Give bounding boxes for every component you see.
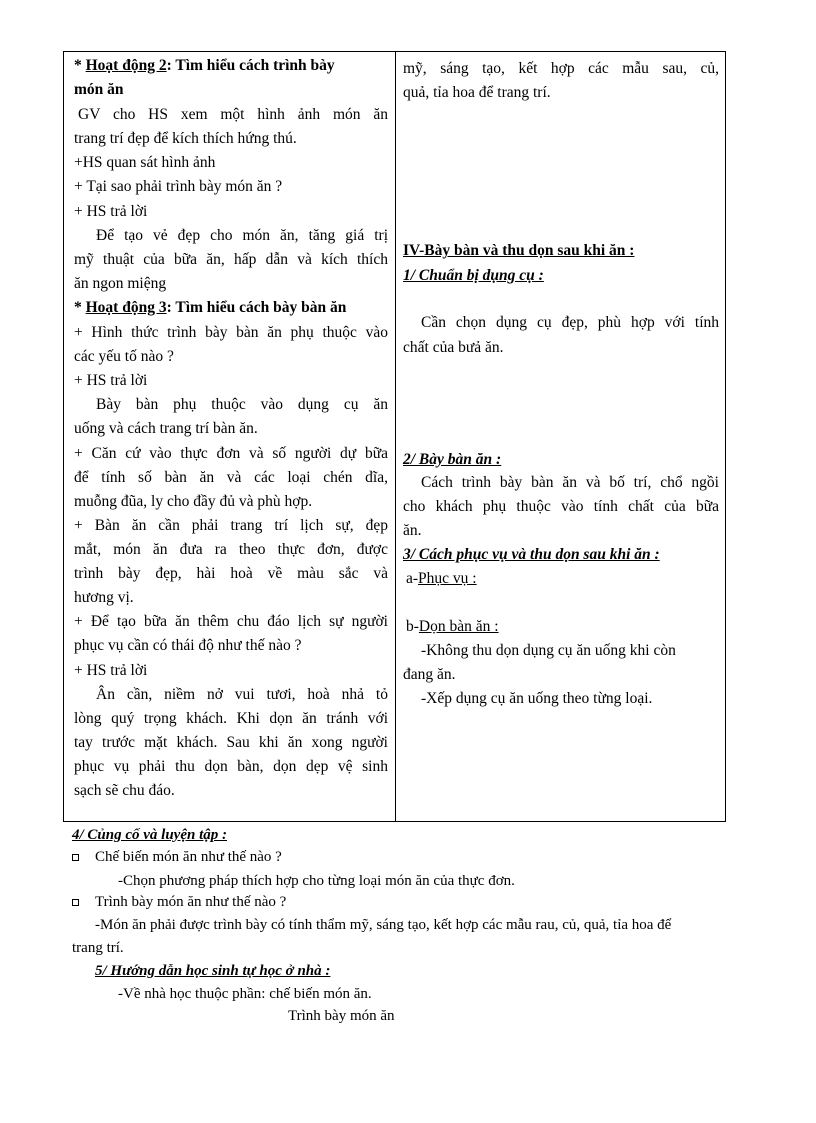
text-line: chất của bưả ăn.: [403, 339, 504, 356]
text-line: uống và cách trang trí bàn ăn.: [74, 420, 258, 437]
square-bullet-icon: [72, 899, 79, 906]
part-b-heading: [406, 615, 499, 639]
text-line: + HS trả lời: [74, 372, 148, 389]
text-line: mắt, món ăn đưa ra theo thực đơn, được: [74, 541, 388, 558]
text-line: + Tại sao phải trình bày món ăn ?: [74, 178, 283, 195]
text-line: -Không thu dọn dụng cụ ăn uống khi còn: [421, 642, 676, 659]
part-b-label: Dọn bàn ăn :: [418, 618, 499, 635]
text-line: để tính số bàn ăn và các loại chén dĩa,: [74, 469, 388, 486]
text-line: +HS quan sát hình ảnh: [74, 154, 216, 171]
text-line: phục vụ cần có thái độ như thế nào ?: [74, 637, 302, 654]
text-line: Để tạo vẻ đẹp cho món ăn, tăng giá trị: [96, 227, 388, 244]
activity-2-heading: [74, 54, 335, 78]
text-line: quả, tỉa hoa để trang trí.: [403, 84, 551, 101]
text-line: phục vụ phải thu dọn bàn, dọn dẹp vệ sinh: [74, 758, 388, 775]
text-line: Bày bàn phụ thuộc vào dụng cụ ăn: [96, 396, 388, 413]
part-a-heading: [406, 567, 477, 591]
text-line: + Căn cứ vào thực đơn và số người dự bữa: [74, 445, 388, 462]
homework-line-1: -Về nhà học thuộc phần: chế biến món ăn.: [118, 986, 372, 1002]
text-line: + Bàn ăn cần phải trang trí lịch sự, đẹp: [74, 517, 388, 534]
answer-2-line2: trang trí.: [72, 940, 124, 956]
activity-2-heading-cont: món ăn: [74, 81, 124, 98]
activity-3-star: *: [74, 299, 86, 316]
part-b-prefix: b-: [406, 618, 419, 635]
text-line: mỹ thuật của bữa ăn, hấp dẫn và kích thích: [74, 251, 388, 268]
text-line: + Hình thức trình bày bàn ăn phụ thuộc vào: [74, 324, 388, 341]
text-line: + HS trả lời: [74, 203, 148, 220]
subsection-1-heading: 1/ Chuẩn bị dụng cụ :: [403, 267, 544, 284]
subsection-2-heading: 2/ Bày bàn ăn :: [403, 451, 502, 468]
text-line: GV cho HS xem một hình ảnh món ăn: [78, 106, 388, 123]
section-5-heading: 5/ Hướng dẫn học sinh tự học ở nhà :: [95, 963, 331, 979]
question-2: Trình bày món ăn như thế nào ?: [95, 894, 287, 910]
text-line: tay trước mặt khách. Sau khi ăn xong người: [74, 734, 388, 751]
text-line: sạch sẽ chu đáo.: [74, 782, 175, 799]
text-line: ăn.: [403, 522, 422, 539]
answer-1: -Chọn phương pháp thích hợp cho từng loại món ăn của thực đơn.: [118, 873, 515, 889]
question-1: Chế biến món ăn như thế nào ?: [95, 849, 282, 865]
activity-3-rest: : Tìm hiểu cách bày bàn ăn: [166, 299, 347, 316]
text-line: Cần chọn dụng cụ đẹp, phù hợp với tính: [421, 314, 719, 331]
section-iv-heading: IV-Bày bàn và thu dọn sau khi ăn :: [403, 242, 635, 259]
text-line: Cách trình bày bàn ăn và bố trí, chổ ngồi: [421, 474, 719, 491]
square-bullet-icon: [72, 854, 79, 861]
part-a-label: Phục vụ :: [418, 570, 477, 587]
part-a-prefix: a-: [406, 570, 419, 587]
text-line: trình bày đẹp, hài hoà về màu sắc và: [74, 565, 388, 582]
activity-3-title: Hoạt động 3: [85, 299, 167, 316]
text-line: trang trí đẹp để kích thích hứng thú.: [74, 130, 297, 147]
lesson-table: [63, 51, 726, 822]
text-line: lòng quý trọng khách. Khi dọn ăn tránh với: [74, 710, 388, 727]
section-4-heading: 4/ Củng cố và luyện tập :: [72, 827, 228, 843]
homework-line-2: Trình bày món ăn: [288, 1008, 395, 1024]
text-line: -Xếp dụng cụ ăn uống theo từng loại.: [421, 690, 653, 707]
text-line: ăn ngon miệng: [74, 275, 167, 292]
text-line: mỹ, sáng tạo, kết hợp các mẫu sau, củ,: [403, 60, 719, 77]
column-divider: [395, 52, 396, 821]
text-line: muỗng đũa, ly cho đầy đủ và phù hợp.: [74, 493, 313, 510]
activity-2-rest: : Tìm hiểu cách trình bày: [166, 57, 335, 74]
text-line: Ân cần, niềm nở vui tươi, hoà nhả tỏ: [96, 686, 388, 703]
text-line: hương vị.: [74, 589, 134, 606]
text-line: + HS trả lời: [74, 662, 148, 679]
text-line: cho khách phụ thuộc vào tính chất của bữa: [403, 498, 719, 515]
text-line: đang ăn.: [403, 666, 456, 683]
activity-3-heading: [74, 296, 346, 320]
activity-2-title: Hoạt động 2: [85, 57, 167, 74]
answer-2-line1: -Món ăn phải được trình bày có tính thẩm mỹ, sáng tạo, kết hợp các mẫu rau, củ, quả, tỉa hoa để: [95, 917, 672, 933]
activity-2-star: *: [74, 57, 86, 74]
subsection-3-heading: 3/ Cách phục vụ và thu dọn sau khi ăn :: [403, 546, 660, 563]
text-line: + Để tạo bữa ăn thêm chu đáo lịch sự người: [74, 613, 388, 630]
text-line: các yếu tố nào ?: [74, 348, 174, 365]
